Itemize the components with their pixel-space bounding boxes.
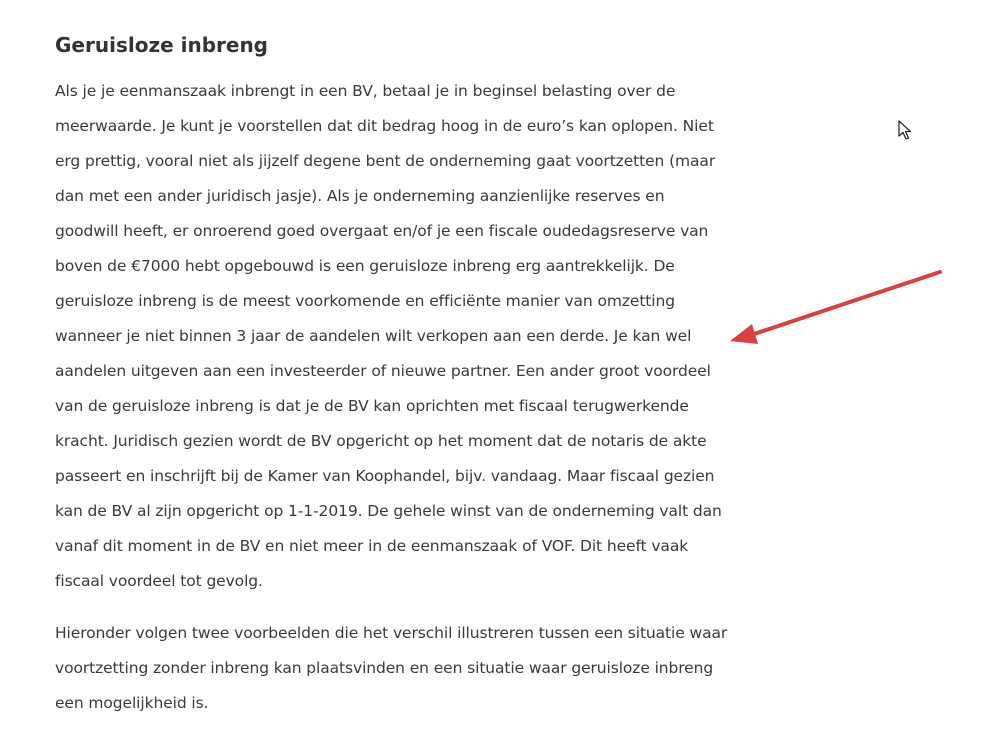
mouse-pointer-icon bbox=[898, 120, 914, 142]
text-line: vanaf dit moment in de BV en niet meer in de eenmanszaak of VOF. Dit heeft vaak bbox=[55, 537, 689, 555]
text-line: Als je je eenmanszaak inbrengt in een BV, betaal je in beginsel belasting over de bbox=[55, 82, 676, 100]
text-line: wanneer je niet binnen 3 jaar de aandelen wilt verkopen aan een derde. Je kan wel bbox=[55, 327, 692, 345]
text-line: voortzetting zonder inbreng kan plaatsvinden en een situatie waar geruisloze inbreng bbox=[55, 659, 714, 677]
text-line: van de geruisloze inbreng is dat je de BV kan oprichten met fiscaal terugwerkende bbox=[55, 397, 689, 415]
text-line: goodwill heeft, er onroerend goed overgaat en/of je een fiscale oudedagsreserve van bbox=[55, 222, 709, 240]
text-line: kan de BV al zijn opgericht op 1-1-2019. De gehele winst van de onderneming valt dan bbox=[55, 502, 722, 520]
text-line: aandelen uitgeven aan een investeerder of nieuwe partner. Een ander groot voordeel bbox=[55, 362, 711, 380]
text-line: fiscaal voordeel tot gevolg. bbox=[55, 572, 263, 590]
text-line: een mogelijkheid is. bbox=[55, 694, 209, 712]
text-line: dan met een ander juridisch jasje). Als je onderneming aanzienlijke reserves en bbox=[55, 187, 665, 205]
text-line: passeert en inschrijft bij de Kamer van Koophandel, bijv. vandaag. Maar fiscaal gezien bbox=[55, 467, 715, 485]
text-line: kracht. Juridisch gezien wordt de BV opgericht op het moment dat de notaris de akte bbox=[55, 432, 707, 450]
text-line: geruisloze inbreng is de meest voorkomende en efficiënte manier van omzetting bbox=[55, 292, 675, 310]
text-line: meerwaarde. Je kunt je voorstellen dat dit bedrag hoog in de euro’s kan oplopen. Niet bbox=[55, 117, 714, 135]
article bbox=[55, 30, 775, 738]
text-line: erg prettig, vooral niet als jijzelf degene bent de onderneming gaat voortzetten (maar bbox=[55, 152, 716, 170]
paragraph-2 bbox=[55, 616, 775, 721]
text-line: Hieronder volgen twee voorbeelden die het verschil illustreren tussen een situatie waar bbox=[55, 624, 728, 642]
section-heading: Geruisloze inbreng bbox=[55, 33, 268, 57]
paragraph-1 bbox=[55, 74, 775, 599]
text-line: boven de €7000 hebt opgebouwd is een geruisloze inbreng erg aantrekkelijk. De bbox=[55, 257, 675, 275]
red-arrow-icon bbox=[720, 262, 950, 352]
